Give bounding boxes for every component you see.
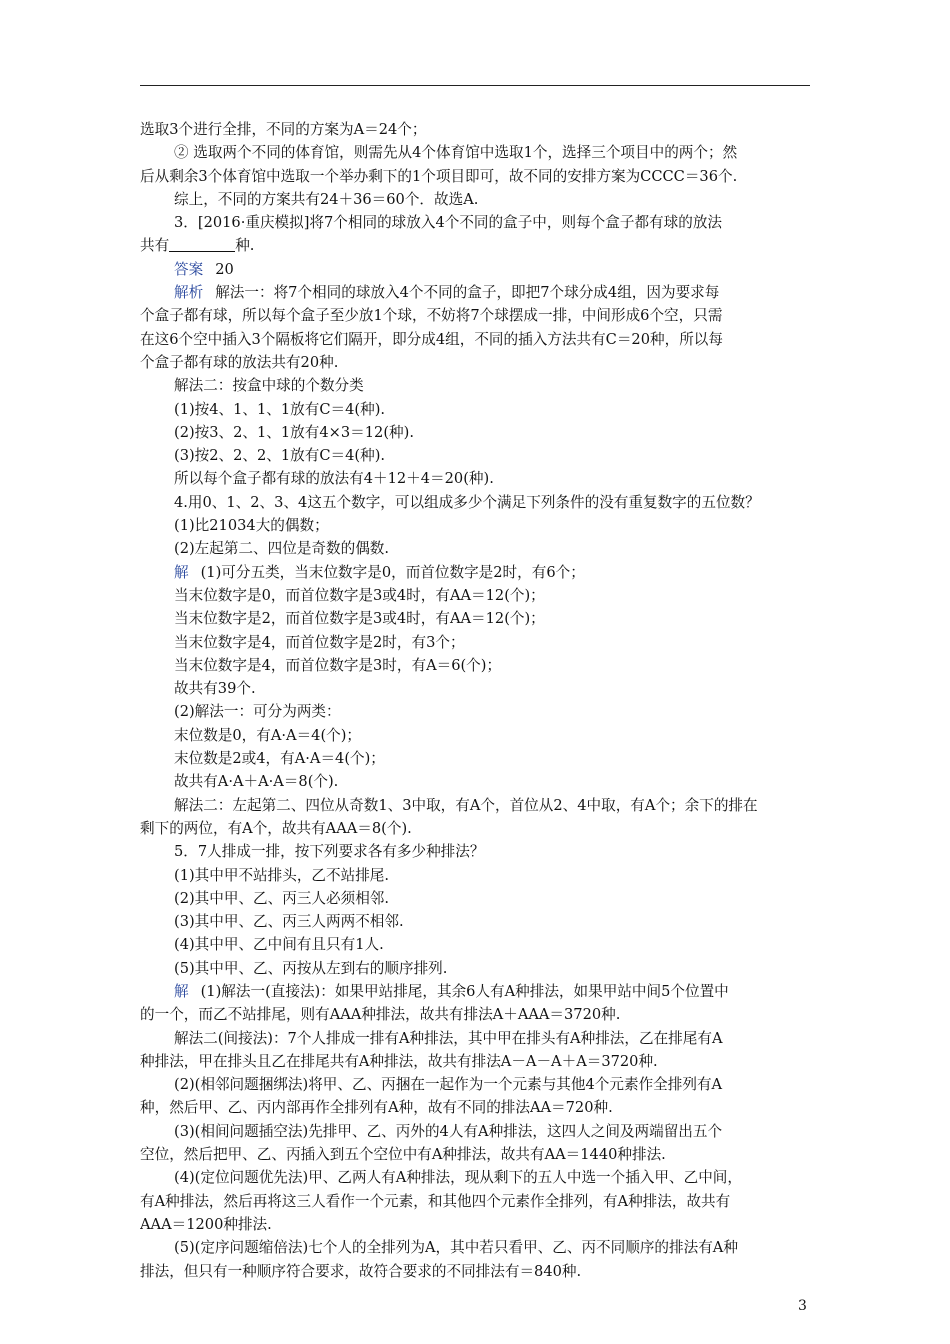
section-label: 解 [174, 563, 189, 581]
text-line [140, 1003, 812, 1026]
text-line [140, 887, 812, 910]
text-line [140, 910, 812, 933]
text-line [140, 258, 812, 281]
line-text: (3)(相间问题插空法)先排甲、乙、丙外的4人有A种排法，这四人之间及两端留出五个 [174, 1122, 723, 1140]
text-line [140, 444, 812, 467]
line-text: 20 [215, 260, 234, 278]
line-text: 末位数是0，有A·A＝4(个)； [174, 726, 362, 744]
section-label: 答案 [174, 260, 204, 278]
text-line [140, 840, 812, 863]
line-text: 在这6个空中插入3个隔板将它们隔开，即分成4组，不同的插入方法共有C＝20种，所以每 [140, 330, 723, 348]
text-line [140, 957, 812, 980]
text-line [140, 118, 812, 141]
text-line [140, 234, 812, 257]
text-line [140, 328, 812, 351]
text-line [140, 491, 812, 514]
line-text: 故共有39个. [174, 680, 256, 698]
section-label: 解 [174, 982, 189, 1000]
line-text: 剩下的两位，有A个，故共有AAA＝8(个). [140, 819, 412, 837]
text-line [140, 794, 812, 817]
text-line [140, 1120, 812, 1143]
line-text: (2)其中甲、乙、丙三人必须相邻. [174, 889, 390, 907]
line-text: (1)解法一(直接法)：如果甲站排尾，其余6人有A种排法，如果甲站中间5个位置中 [200, 982, 729, 1000]
line-text: 综上，不同的方案共有24＋36＝60个．故选A. [174, 190, 479, 208]
text-line [140, 677, 812, 700]
text-line [140, 700, 812, 723]
line-text: (1)按4、1、1、1放有C＝4(种). [174, 400, 386, 418]
text-line [140, 281, 812, 304]
line-text: 排法，但只有一种顺序符合要求，故符合要求的不同排法有＝840种. [140, 1262, 582, 1280]
line-text: (2)按3、2、1、1放有4×3＝12(种). [174, 423, 414, 441]
line-text: ② 选取两个不同的体育馆，则需先从4个体育馆中选取1个，选择三个项目中的两个；然 [174, 144, 738, 162]
page-number: 3 [798, 1298, 807, 1314]
text-line [140, 398, 812, 421]
line-text: 当末位数字是0，而首位数字是3或4时，有AA＝12(个)； [174, 586, 545, 604]
line-text: 当末位数字是4，而首位数字是3时，有A＝6(个)； [174, 656, 502, 674]
text-line [140, 141, 812, 164]
line-text: 解法二：按盒中球的个数分类 [174, 377, 364, 395]
line-text: (5)其中甲、乙、丙按从左到右的顺序排列. [174, 959, 448, 977]
line-text: 的一个，而乙不站排尾，则有AAA种排法，故共有排法A＋AAA＝3720种. [140, 1006, 621, 1024]
line-text: (2)解法一：可分为两类： [174, 703, 341, 721]
text-line [140, 747, 812, 770]
line-text: (2)(相邻问题捆绑法)将甲、乙、丙捆在一起作为一个元素与其他4个元素作全排列有A [174, 1076, 723, 1094]
text-line [140, 1236, 812, 1259]
text-line [140, 1213, 812, 1236]
text-line [140, 421, 812, 444]
line-text: 故共有A·A＋A·A＝8(个). [174, 773, 339, 791]
text-line [140, 467, 812, 490]
line-text-after: 种. [235, 237, 255, 255]
text-line [140, 351, 812, 374]
line-text: (4)(定位问题优先法)甲、乙两人有A种排法，现从剩下的五人中选一个插入甲、乙中间， [174, 1169, 742, 1187]
line-text: 所以每个盒子都有球的放法有4＋12＋4＝20(种). [174, 470, 494, 488]
text-line [140, 1260, 812, 1283]
text-line [140, 561, 812, 584]
line-text: (5)(定序问题缩倍法)七个人的全排列为A，其中若只看甲、乙、丙不同顺序的排法有A种 [174, 1239, 738, 1257]
text-line [140, 980, 812, 1003]
text-line [140, 817, 812, 840]
text-line [140, 1190, 812, 1213]
text-line [140, 584, 812, 607]
line-text: 有A种排法，然后再将这三人看作一个元素，和其他四个元素作全排列，有A种排法，故共有 [140, 1192, 731, 1210]
text-line [140, 1073, 812, 1096]
line-text: 个盒子都有球的放法共有20种. [140, 353, 339, 371]
text-line [140, 304, 812, 327]
text-line [140, 1050, 812, 1073]
text-line [140, 1166, 812, 1189]
line-text: 共有 [140, 237, 170, 255]
line-text: 5．7人排成一排，按下列要求各有多少种排法？ [174, 843, 485, 861]
text-line [140, 724, 812, 747]
text-line [140, 864, 812, 887]
text-line [140, 537, 812, 560]
line-text: 3．[2016·重庆模拟]将7个相同的球放入4个不同的盒子中，则每个盒子都有球的放法 [174, 214, 723, 232]
text-line [140, 1027, 812, 1050]
text-line [140, 1143, 812, 1166]
line-text: 解法一：将7个相同的球放入4个不同的盒子，即把7个球分成4组，因为要求每 [215, 284, 720, 302]
line-text: 个盒子都有球，所以每个盒子至少放1个球，不妨将7个球摆成一排，中间形成6个空，只需 [140, 307, 723, 325]
document-body [140, 118, 812, 1283]
text-line [140, 374, 812, 397]
line-text: (3)按2、2、2、1放有C＝4(种). [174, 447, 386, 465]
line-text: 末位数是2或4，有A·A＝4(个)； [174, 750, 385, 768]
text-line [140, 165, 812, 188]
line-text: 种排法，甲在排头且乙在排尾共有A种排法，故共有排法A－A－A＋A＝3720种. [140, 1052, 658, 1070]
line-text: (4)其中甲、乙中间有且只有1人. [174, 936, 384, 954]
line-text: 当末位数字是4，而首位数字是2时，有3个； [174, 633, 465, 651]
text-line [140, 188, 812, 211]
line-text: 当末位数字是2，而首位数字是3或4时，有AA＝12(个)； [174, 610, 545, 628]
text-line [140, 514, 812, 537]
text-line [140, 1096, 812, 1119]
section-label: 解析 [174, 284, 204, 302]
line-text: (2)左起第二、四位是奇数的偶数. [174, 540, 390, 558]
text-line [140, 211, 812, 234]
line-text: 选取3个进行全排，不同的方案为A＝24个； [140, 121, 427, 138]
header-rule [140, 85, 810, 86]
line-text: 空位，然后把甲、乙、丙插入到五个空位中有A种排法，故共有AA＝1440种排法. [140, 1146, 666, 1164]
text-line [140, 933, 812, 956]
text-line [140, 770, 812, 793]
text-line [140, 654, 812, 677]
line-text: 解法二：左起第二、四位从奇数1、3中取，有A个，首位从2、4中取，有A个；余下的排在 [174, 796, 758, 814]
line-text: AAA＝1200种排法. [140, 1215, 272, 1233]
line-text: (1)其中甲不站排头，乙不站排尾. [174, 866, 390, 884]
line-text: (3)其中甲、乙、丙三人两两不相邻. [174, 913, 404, 931]
answer-blank [169, 236, 235, 252]
line-text: 后从剩余3个体育馆中选取一个举办剩下的1个项目即可，故不同的安排方案为CCCC＝36个. [140, 167, 738, 185]
line-text: 种，然后甲、乙、丙内部再作全排列有A种，故有不同的排法AA＝720种. [140, 1099, 613, 1117]
line-text: (1)比21034大的偶数； [174, 517, 329, 535]
text-line [140, 631, 812, 654]
text-line [140, 607, 812, 630]
line-text: (1)可分五类，当末位数字是0，而首位数字是2时，有6个； [200, 563, 585, 581]
line-text: 4.用0、1、2、3、4这五个数字，可以组成多少个满足下列条件的没有重复数字的五位数？ [174, 493, 760, 511]
line-text: 解法二(间接法)：7个人排成一排有A种排法，其中甲在排头有A种排法，乙在排尾有A [174, 1029, 723, 1047]
